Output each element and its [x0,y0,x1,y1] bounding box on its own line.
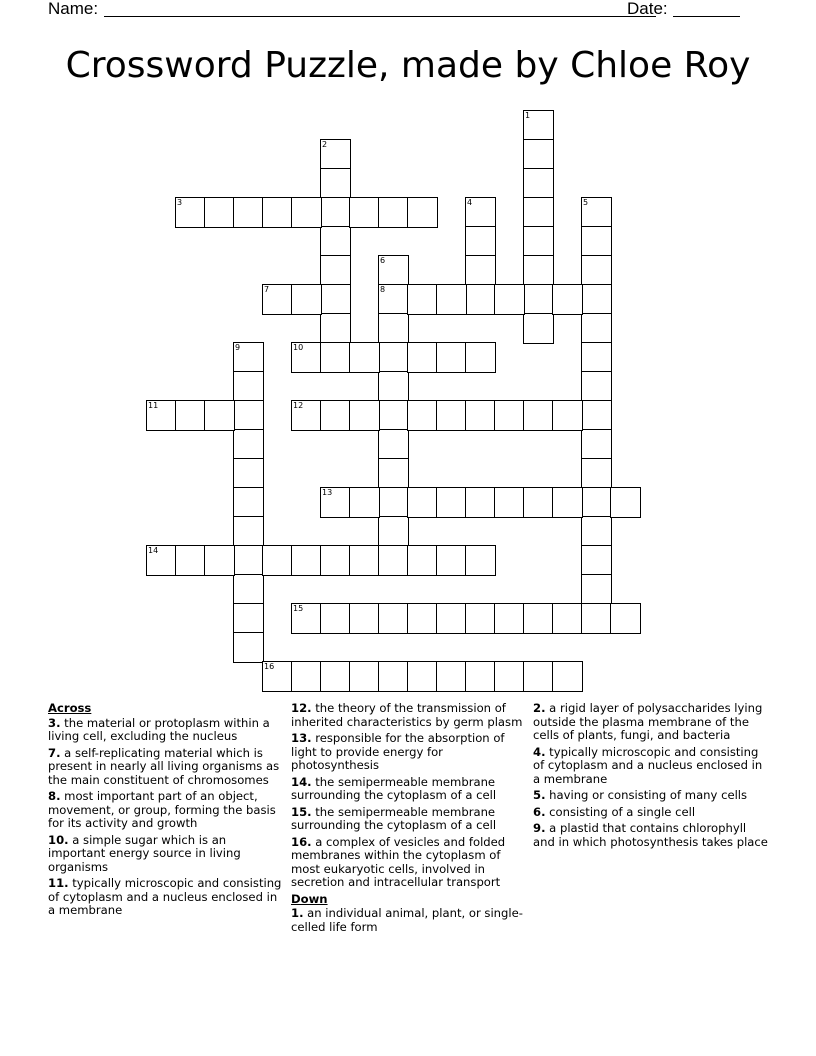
grid-cell[interactable] [407,284,438,315]
clue-number: 5. [533,788,546,802]
grid-cell[interactable] [436,487,467,518]
grid-cell[interactable] [581,458,612,489]
grid-cell[interactable] [465,255,496,286]
grid-cell[interactable] [407,603,438,634]
grid-cell[interactable] [610,603,641,634]
grid-cell[interactable] [378,371,409,402]
grid-cell[interactable] [233,487,264,518]
grid-cell[interactable] [233,458,264,489]
clue-text: an individual animal, plant, or single-celled life form [291,906,523,934]
across-clue [291,732,529,773]
clue-text: the theory of the transmission of inherited characteristics by germ plasm [291,701,523,729]
clue-number: 16. [291,834,312,849]
cell-number: 4 [467,198,473,207]
clue-number: 13. [291,731,312,745]
grid-cell[interactable] [494,661,525,692]
down-clue [533,746,771,787]
grid-cell[interactable] [320,342,351,373]
grid-cell[interactable] [378,516,409,547]
grid-cell[interactable] [262,545,293,576]
grid-cell[interactable] [523,487,554,518]
grid-cell[interactable] [465,284,496,315]
grid-cell[interactable] [407,400,438,431]
clue-text: typically microscopic and consisting of cytoplasm and a nucleus enclosed in a membrane [533,744,763,786]
page-title: Crossword Puzzle, made by Chloe Roy [65,45,751,86]
clue-number: 1. [291,906,304,920]
across-clue [291,806,529,833]
across-clue [48,877,286,918]
grid-cell[interactable] [581,255,612,286]
clue-number: 2. [533,701,546,715]
grid-cell[interactable] [465,661,496,692]
clue-text: the material or protoplasm within a living cell, excluding the nucleus [48,715,270,743]
across-clue [48,834,286,875]
grid-cell[interactable] [146,400,177,431]
grid-cell[interactable] [320,197,351,228]
grid-cell[interactable] [581,574,612,605]
grid-cell[interactable] [581,400,612,431]
grid-cell[interactable] [581,545,612,576]
down-clue [291,907,529,934]
grid-cell[interactable] [523,197,554,228]
grid-cell[interactable] [233,197,264,228]
clue-text: a self-replicating material which is present in nearly all living organisms as the main constituent of chromosomes [48,745,280,787]
clue-text: a complex of vesicles and folded membranes within the cytoplasm of most eukaryotic cells, involved in secretion and intracellular transport [291,834,506,889]
grid-cell[interactable] [523,139,554,170]
grid-cell[interactable] [523,603,554,634]
grid-cell[interactable] [262,661,293,692]
clue-column-3 [533,702,771,852]
grid-cell[interactable] [378,400,409,431]
grid-cell[interactable] [262,284,293,315]
across-clue [48,747,286,788]
across-heading: Across [48,701,92,715]
grid-cell[interactable] [378,429,409,460]
grid-cell[interactable] [291,197,322,228]
clue-column-1 [48,702,286,921]
grid-cell[interactable] [436,661,467,692]
grid-cell[interactable] [378,487,409,518]
name-label: Name: [48,0,99,18]
clue-text: a plastid that contains chlorophyll and in which photosynthesis takes place [533,821,768,849]
grid-cell[interactable] [233,371,264,402]
grid-cell[interactable] [436,603,467,634]
grid-cell[interactable] [523,284,554,315]
grid-cell[interactable] [349,661,380,692]
grid-cell[interactable] [494,603,525,634]
grid-cell[interactable] [552,400,583,431]
grid-cell[interactable] [378,255,409,286]
grid-cell[interactable] [581,313,612,344]
grid-cell[interactable] [204,197,235,228]
down-clue [533,702,771,743]
grid-cell[interactable] [233,516,264,547]
grid-cell[interactable] [465,226,496,257]
across-clue [291,836,529,890]
grid-cell[interactable] [175,197,206,228]
grid-cell[interactable] [378,342,409,373]
cell-number: 9 [235,343,241,352]
grid-cell[interactable] [465,400,496,431]
grid-cell[interactable] [523,168,554,199]
grid-cell[interactable] [320,255,351,286]
grid-cell[interactable] [465,545,496,576]
grid-cell[interactable] [465,487,496,518]
grid-cell[interactable] [320,603,351,634]
grid-cell[interactable] [378,197,409,228]
grid-cell[interactable] [233,603,264,634]
grid-cell[interactable] [291,661,322,692]
across-clue [48,790,286,831]
clue-number: 9. [533,821,546,835]
cell-number: 2 [322,140,328,149]
clue-number: 12. [291,701,312,715]
grid-cell[interactable] [233,400,264,431]
clue-number: 14. [291,774,312,789]
grid-cell[interactable] [436,400,467,431]
cell-number: 3 [177,198,183,207]
clue-text: a rigid layer of polysaccharides lying outside the plasma membrane of the cells of plants, fungi, and bacteria [533,701,763,742]
grid-cell[interactable] [320,661,351,692]
grid-cell[interactable] [523,313,554,344]
cell-number: 8 [380,285,386,294]
clue-text: having or consisting of many cells [549,788,748,802]
grid-cell[interactable] [523,255,554,286]
clue-text: a simple sugar which is an important energy source in living organisms [48,832,241,874]
grid-cell[interactable] [465,603,496,634]
grid-cell[interactable] [320,284,351,315]
clue-text: the semipermeable membrane surrounding the cytoplasm of a cell [291,804,497,832]
grid-cell[interactable] [233,574,264,605]
grid-cell[interactable] [494,487,525,518]
grid-cell[interactable] [610,487,641,518]
grid-cell[interactable] [552,661,583,692]
across-clue [291,776,529,803]
cell-number: 12 [293,401,304,410]
clue-column-2 [291,702,529,937]
clue-text: the semipermeable membrane surrounding the cytoplasm of a cell [291,774,497,802]
grid-cell[interactable] [581,342,612,373]
grid-cell[interactable] [523,226,554,257]
clue-number: 6. [533,804,546,819]
grid-cell[interactable] [378,603,409,634]
clue-text: responsible for the absorption of light to provide energy for photosynthesis [291,731,505,772]
grid-cell[interactable] [233,342,264,373]
clue-number: 3. [48,715,61,730]
down-clue [533,806,771,820]
grid-cell[interactable] [581,603,612,634]
grid-cell[interactable] [581,284,612,315]
grid-cell[interactable] [378,458,409,489]
grid-cell[interactable] [407,342,438,373]
grid-cell[interactable] [291,342,322,373]
grid-cell[interactable] [291,400,322,431]
down-clue [533,789,771,803]
grid-cell[interactable] [378,313,409,344]
cell-number: 14 [148,546,159,555]
grid-cell[interactable] [349,487,380,518]
clue-number: 8. [48,789,61,803]
grid-cell[interactable] [436,342,467,373]
grid-cell[interactable] [407,197,438,228]
clue-number: 7. [48,745,61,760]
grid-cell[interactable] [204,400,235,431]
grid-cell[interactable] [581,429,612,460]
grid-cell[interactable] [378,545,409,576]
grid-cell[interactable] [349,197,380,228]
grid-cell[interactable] [407,661,438,692]
grid-cell[interactable] [349,400,380,431]
grid-cell[interactable] [349,545,380,576]
clue-number: 10. [48,832,69,847]
grid-cell[interactable] [465,197,496,228]
cell-number: 6 [380,256,386,265]
cell-number: 16 [264,662,275,671]
grid-cell[interactable] [407,487,438,518]
clue-number: 11. [48,876,69,890]
across-clue [48,717,286,744]
grid-cell[interactable] [552,487,583,518]
grid-cell[interactable] [523,661,554,692]
down-clue [533,822,771,849]
grid-cell[interactable] [494,284,525,315]
grid-cell[interactable] [291,545,322,576]
grid-cell[interactable] [320,226,351,257]
down-heading: Down [291,891,328,906]
grid-cell[interactable] [581,197,612,228]
grid-cell[interactable] [523,110,554,141]
cell-number: 7 [264,285,270,294]
grid-cell[interactable] [146,545,177,576]
grid-cell[interactable] [581,516,612,547]
grid-cell[interactable] [291,603,322,634]
clue-text: typically microscopic and consisting of cytoplasm and a nucleus enclosed in a membrane [48,876,282,917]
grid-cell[interactable] [349,342,380,373]
grid-cell[interactable] [349,603,380,634]
grid-cell[interactable] [291,284,322,315]
cell-number: 1 [525,111,531,120]
grid-cell[interactable] [494,400,525,431]
grid-cell[interactable] [436,284,467,315]
grid-cell[interactable] [320,400,351,431]
cell-number: 10 [293,343,304,352]
grid-cell[interactable] [320,168,351,199]
grid-cell[interactable] [204,545,235,576]
grid-cell[interactable] [581,487,612,518]
grid-cell[interactable] [233,429,264,460]
grid-cell[interactable] [233,545,264,576]
cell-number: 11 [148,401,159,410]
grid-cell[interactable] [378,661,409,692]
grid-cell[interactable] [233,632,264,663]
grid-cell[interactable] [552,284,583,315]
grid-cell[interactable] [552,603,583,634]
grid-cell[interactable] [407,545,438,576]
grid-cell[interactable] [320,487,351,518]
grid-cell[interactable] [465,342,496,373]
grid-cell[interactable] [262,197,293,228]
across-clue [291,702,529,729]
grid-cell[interactable] [581,371,612,402]
grid-cell[interactable] [175,545,206,576]
date-label: Date: [627,0,668,18]
grid-cell[interactable] [320,313,351,344]
grid-cell[interactable] [378,284,409,315]
grid-cell[interactable] [436,545,467,576]
grid-cell[interactable] [523,400,554,431]
cell-number: 5 [583,198,589,207]
grid-cell[interactable] [320,139,351,170]
grid-cell[interactable] [175,400,206,431]
clue-number: 15. [291,804,312,819]
cell-number: 13 [322,488,333,497]
grid-cell[interactable] [320,545,351,576]
clue-text: consisting of a single cell [549,804,696,819]
clue-number: 4. [533,744,546,759]
clue-text: most important part of an object, movement, or group, forming the basis for its activity and growth [48,789,276,830]
grid-cell[interactable] [581,226,612,257]
cell-number: 15 [293,604,304,613]
